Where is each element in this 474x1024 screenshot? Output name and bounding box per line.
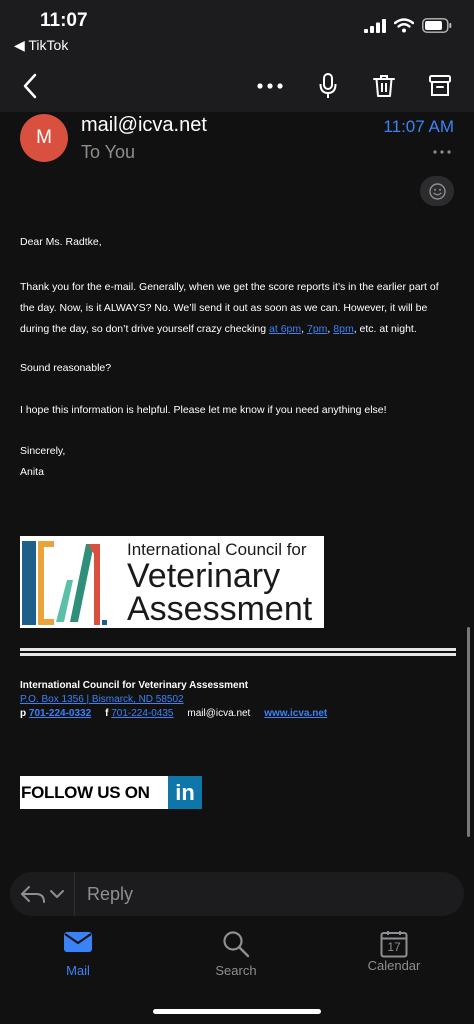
home-indicator[interactable] bbox=[153, 1009, 321, 1014]
address-link[interactable]: P.O. Box 1356 | Bismarck, ND 58502 bbox=[20, 694, 184, 705]
logo-line-2: Veterinary bbox=[127, 557, 281, 595]
sender-avatar[interactable]: M bbox=[20, 114, 68, 162]
archive-button[interactable] bbox=[420, 66, 460, 106]
tab-search[interactable] bbox=[176, 930, 296, 978]
reply-bar[interactable] bbox=[10, 872, 464, 916]
time-link-6pm[interactable]: at 6pm bbox=[269, 323, 302, 335]
link-separator: , bbox=[327, 323, 334, 335]
search-icon bbox=[222, 930, 250, 958]
time-link-8pm[interactable]: 8pm bbox=[333, 323, 354, 335]
archive-icon bbox=[429, 75, 451, 97]
email-toolbar bbox=[0, 60, 474, 112]
email-signer: Anita bbox=[20, 466, 44, 478]
trash-icon bbox=[373, 74, 395, 98]
back-to-app-link[interactable]: ◀ TikTok bbox=[14, 37, 69, 53]
tab-calendar[interactable] bbox=[334, 930, 454, 973]
fax-label: f bbox=[105, 708, 109, 719]
reply-arrow-icon bbox=[20, 884, 46, 904]
signal-icon bbox=[364, 19, 386, 33]
reaction-button[interactable] bbox=[420, 176, 454, 206]
tab-search-label: Search bbox=[215, 963, 257, 978]
signature-divider bbox=[20, 653, 456, 656]
scrollbar[interactable] bbox=[467, 627, 470, 837]
signature-address-line bbox=[20, 694, 184, 705]
email-paragraph-2: Sound reasonable? bbox=[20, 362, 112, 374]
signature-organization: International Council for Veterinary Assessment bbox=[20, 680, 249, 691]
recipient-label[interactable]: To You bbox=[81, 142, 136, 162]
message-more-icon[interactable] bbox=[432, 146, 452, 158]
email-greeting: Dear Ms. Radtke, bbox=[20, 236, 102, 248]
icva-logo-mark-icon bbox=[20, 536, 116, 628]
signature-contact-line bbox=[20, 708, 327, 719]
more-horizontal-icon bbox=[257, 83, 283, 89]
tab-mail[interactable] bbox=[18, 930, 138, 978]
reply-options-button[interactable] bbox=[20, 872, 64, 916]
email-closing: Sincerely, bbox=[20, 445, 66, 457]
calendar-icon bbox=[380, 930, 408, 958]
tab-calendar-label: Calendar bbox=[367, 958, 421, 973]
mail-icon bbox=[63, 930, 93, 954]
more-options-button[interactable] bbox=[250, 66, 290, 106]
logo-line-1: International Council for bbox=[127, 540, 307, 559]
reply-divider bbox=[74, 872, 75, 916]
linkedin-icon: in bbox=[168, 776, 202, 809]
chevron-left-icon bbox=[22, 73, 38, 99]
paragraph-1-tail: , etc. at night. bbox=[353, 323, 417, 335]
link-separator: , bbox=[301, 323, 307, 335]
phone-link[interactable]: 701-224-0332 bbox=[28, 708, 92, 719]
email-content[interactable] bbox=[0, 112, 474, 862]
chevron-down-icon bbox=[50, 889, 64, 899]
dictate-button[interactable] bbox=[308, 66, 348, 106]
email-paragraph-3: I hope this information is helpful. Please let me know if you need anything else! bbox=[20, 404, 387, 416]
tab-mail-label: Mail bbox=[66, 963, 90, 978]
status-time: 11:07 bbox=[40, 10, 88, 31]
battery-icon bbox=[422, 18, 452, 33]
smiley-icon bbox=[429, 183, 446, 200]
microphone-icon bbox=[319, 73, 337, 99]
reply-input[interactable]: Reply bbox=[87, 884, 134, 904]
time-link-7pm[interactable]: 7pm bbox=[306, 323, 328, 335]
signature-divider bbox=[20, 648, 456, 651]
logo-line-3: Assessment bbox=[127, 590, 313, 628]
wifi-icon bbox=[394, 18, 414, 33]
phone-label: p bbox=[20, 708, 27, 719]
website-link[interactable]: www.icva.net bbox=[264, 708, 328, 719]
sender-address[interactable]: mail@icva.net bbox=[81, 114, 207, 136]
delete-button[interactable] bbox=[364, 66, 404, 106]
status-icons bbox=[364, 18, 452, 33]
paragraph-1-text: Thank you for the e-mail. Generally, when we get the score reports it’s in the earlier part of the day. Now, is it ALWAYS? No. We’ll send it out as soon as we can. However, it will be during the day, so don’t drive yourself crazy checking bbox=[20, 281, 439, 335]
back-button[interactable] bbox=[10, 66, 50, 106]
follow-us-text: FOLLOW US ON bbox=[21, 782, 150, 802]
icva-logo[interactable] bbox=[20, 536, 324, 628]
calendar-date: 17 bbox=[387, 940, 401, 954]
fax-link[interactable]: 701-224-0435 bbox=[111, 708, 174, 719]
signature-email: mail@icva.net bbox=[187, 708, 251, 719]
follow-us-linkedin-banner[interactable] bbox=[20, 776, 202, 809]
email-timestamp: 11:07 AM bbox=[383, 117, 454, 136]
status-bar bbox=[0, 0, 474, 60]
email-paragraph-1 bbox=[20, 277, 450, 340]
